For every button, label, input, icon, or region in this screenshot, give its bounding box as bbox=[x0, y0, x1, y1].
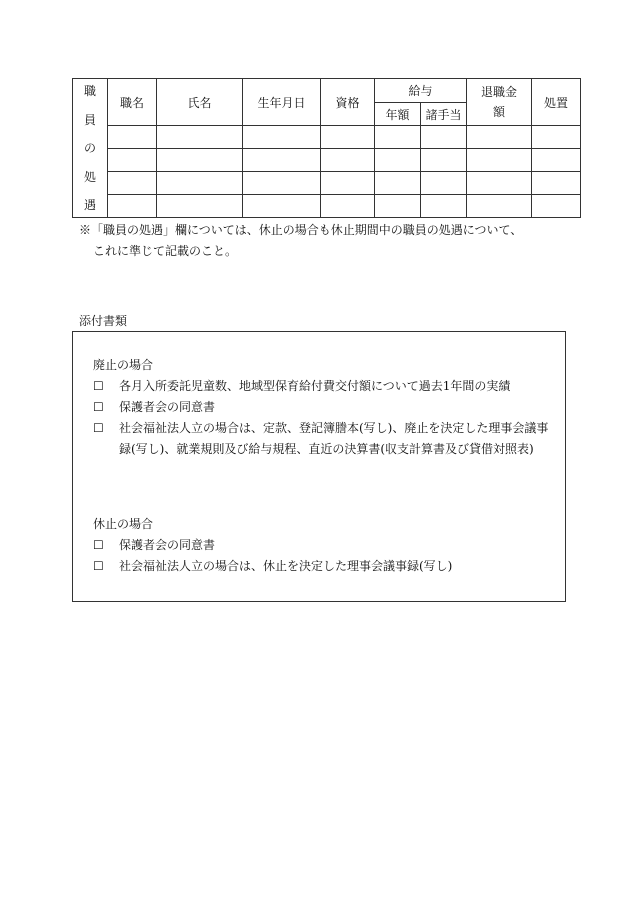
cell-salary-allowance[interactable] bbox=[421, 126, 467, 149]
header-position: 職名 bbox=[108, 79, 157, 126]
cell-birthdate[interactable] bbox=[243, 149, 321, 172]
item-text: 保護者会の同意書 bbox=[119, 538, 216, 552]
cell-retirement-pay[interactable] bbox=[467, 172, 532, 195]
cell-disposition[interactable] bbox=[532, 195, 581, 218]
abolition-heading: 廃止の場合 bbox=[93, 358, 154, 372]
side-label-char: 職 bbox=[83, 84, 96, 98]
cell-qualification[interactable] bbox=[321, 172, 375, 195]
side-label-vertical bbox=[73, 82, 107, 214]
header-disposition: 処置 bbox=[532, 79, 581, 126]
checkbox-icon[interactable]: ☐ bbox=[93, 400, 104, 414]
item-text: 各月入所委託児童数、地域型保育給付費交付額について過去1年間の実績 bbox=[119, 379, 511, 393]
checkbox-icon[interactable]: ☐ bbox=[93, 559, 104, 573]
header-salary: 給与 bbox=[375, 79, 467, 103]
cell-disposition[interactable] bbox=[532, 172, 581, 195]
suspension-heading: 休止の場合 bbox=[93, 517, 154, 531]
header-salary-annual: 年額 bbox=[375, 103, 421, 126]
checkbox-icon[interactable]: ☐ bbox=[93, 421, 104, 435]
side-label-char: 遇 bbox=[83, 198, 96, 212]
checkbox-icon[interactable]: ☐ bbox=[93, 538, 104, 552]
cell-position[interactable] bbox=[108, 149, 157, 172]
cell-salary-annual[interactable] bbox=[375, 172, 421, 195]
header-birthdate: 生年月日 bbox=[243, 79, 321, 126]
item-text: 社会福祉法人立の場合は、休止を決定した理事会議事録(写し) bbox=[119, 559, 453, 573]
cell-disposition[interactable] bbox=[532, 149, 581, 172]
cell-salary-allowance[interactable] bbox=[421, 172, 467, 195]
cell-salary-allowance[interactable] bbox=[421, 149, 467, 172]
cell-disposition[interactable] bbox=[532, 126, 581, 149]
cell-name[interactable] bbox=[157, 172, 243, 195]
note-line-2: これに準じて記載のこと。 bbox=[93, 244, 238, 258]
abolition-section bbox=[93, 354, 551, 460]
table-row bbox=[73, 172, 581, 195]
list-item bbox=[93, 418, 551, 460]
cell-name[interactable] bbox=[157, 149, 243, 172]
attachments-title: 添付書類 bbox=[79, 314, 128, 328]
table-row bbox=[73, 149, 581, 172]
cell-salary-annual[interactable] bbox=[375, 149, 421, 172]
cell-birthdate[interactable] bbox=[243, 195, 321, 218]
cell-birthdate[interactable] bbox=[243, 126, 321, 149]
cell-retirement-pay[interactable] bbox=[467, 126, 532, 149]
list-item bbox=[93, 397, 551, 418]
header-retirement-pay-text: 退職金額 bbox=[481, 85, 518, 119]
side-label-char: 員 bbox=[83, 112, 96, 127]
cell-retirement-pay[interactable] bbox=[467, 149, 532, 172]
suspension-section bbox=[93, 513, 551, 577]
cell-qualification[interactable] bbox=[321, 126, 375, 149]
cell-position[interactable] bbox=[108, 126, 157, 149]
cell-salary-annual[interactable] bbox=[375, 126, 421, 149]
staff-treatment-table bbox=[72, 78, 581, 218]
list-item bbox=[93, 535, 551, 556]
side-label-cell bbox=[73, 79, 108, 218]
item-text: 社会福祉法人立の場合は、定款、登記簿謄本(写し)、廃止を決定した理事会議事録(写し)、就業規則及び給与規程、直近の決算書(収支計算書及び貸借対照表) bbox=[119, 421, 549, 456]
cell-position[interactable] bbox=[108, 195, 157, 218]
side-label-char: の bbox=[83, 141, 96, 155]
note-line-1: ※「職員の処遇」欄については、休止の場合も休止期間中の職員の処遇について、 bbox=[79, 223, 523, 237]
attachments-box bbox=[72, 331, 566, 602]
checkbox-icon[interactable]: ☐ bbox=[93, 379, 104, 393]
header-retirement-pay bbox=[467, 79, 532, 126]
table-row bbox=[73, 195, 581, 218]
cell-qualification[interactable] bbox=[321, 195, 375, 218]
header-qualification: 資格 bbox=[321, 79, 375, 126]
header-name: 氏名 bbox=[157, 79, 243, 126]
item-text: 保護者会の同意書 bbox=[119, 400, 216, 414]
cell-salary-annual[interactable] bbox=[375, 195, 421, 218]
cell-name[interactable] bbox=[157, 195, 243, 218]
side-label-char: 処 bbox=[83, 169, 96, 184]
header-salary-allowance: 諸手当 bbox=[421, 103, 467, 126]
cell-salary-allowance[interactable] bbox=[421, 195, 467, 218]
list-item bbox=[93, 376, 551, 397]
list-item bbox=[93, 556, 551, 577]
table-row bbox=[73, 126, 581, 149]
cell-birthdate[interactable] bbox=[243, 172, 321, 195]
cell-name[interactable] bbox=[157, 126, 243, 149]
cell-qualification[interactable] bbox=[321, 149, 375, 172]
cell-retirement-pay[interactable] bbox=[467, 195, 532, 218]
cell-position[interactable] bbox=[108, 172, 157, 195]
staff-treatment-note bbox=[79, 220, 569, 262]
